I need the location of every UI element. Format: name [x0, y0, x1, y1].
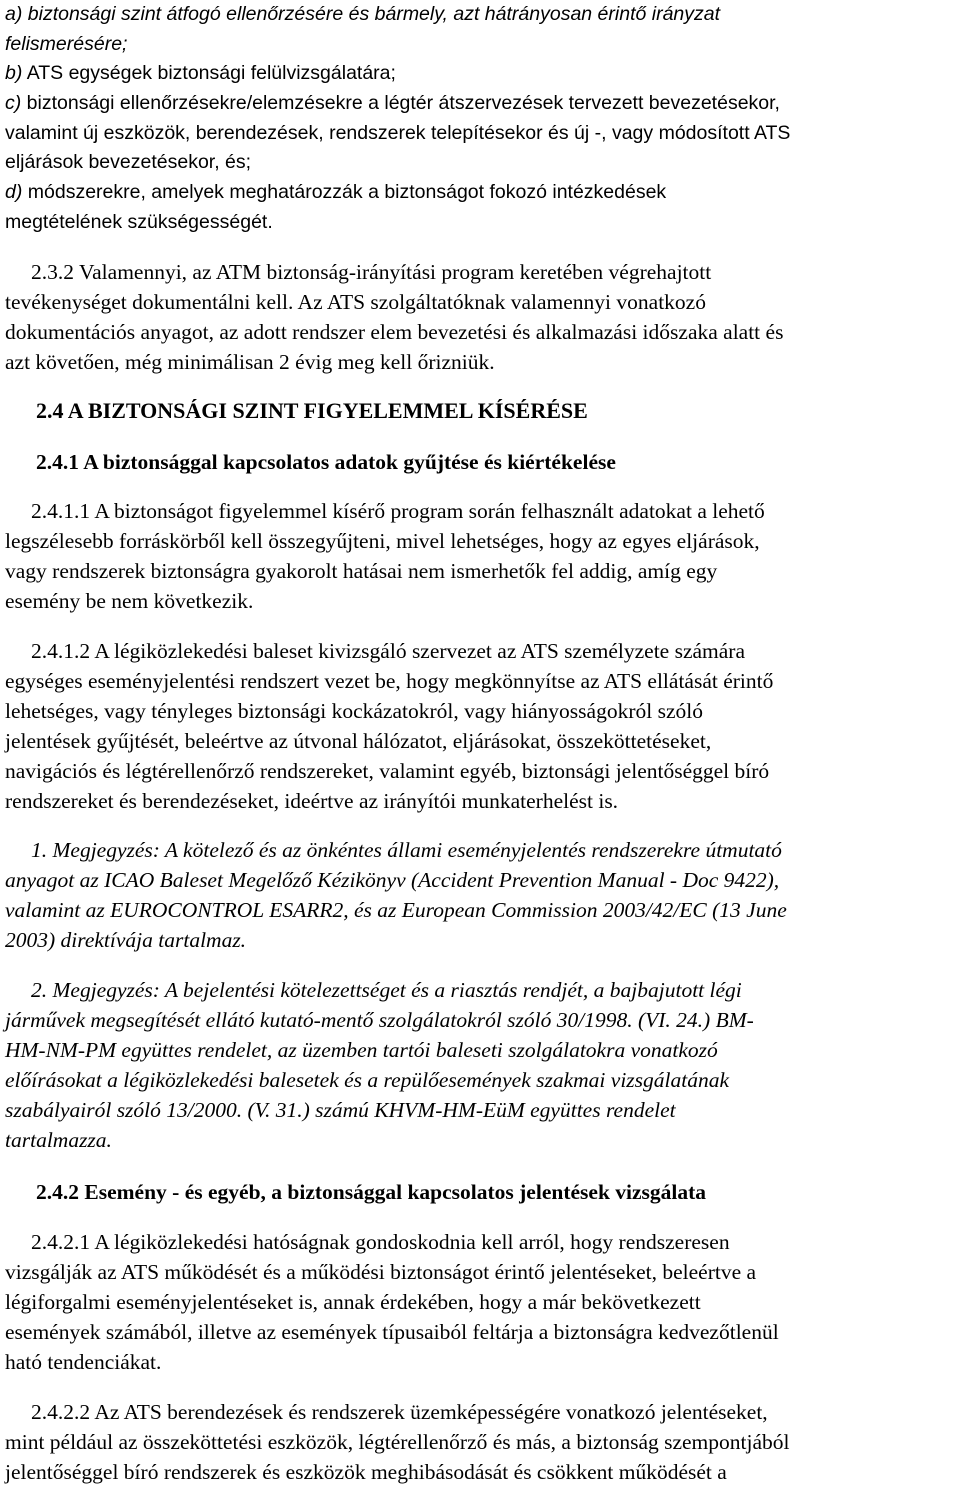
list-item-a [5, 0, 955, 59]
paragraph-line: legszélesebb forráskörből kell összegyűjteni, mivel lehetséges, hogy az egyes eljárások, [5, 529, 760, 553]
list-text-line: biztonsági ellenőrzésekre/elemzésekre a légtér átszervezések tervezett bevezetésekor, [26, 92, 780, 114]
paragraph-line: ható tendenciákat. [5, 1350, 162, 1374]
paragraph-line: jelentések gyűjtését, beleértve az útvonal hálózatot, eljárásokat, összeköttetéseket, [5, 729, 712, 753]
paragraph-2-4-2-1 [5, 1227, 955, 1377]
paragraph-2-4-2-2 [5, 1397, 955, 1487]
paragraph-line: 2.4.1.1 A biztonságot figyelemmel kísérő program során felhasznált adatokat a lehető [31, 499, 765, 523]
list-text-line: módszerekre, amelyek meghatározzák a biztonságot fokozó intézkedések [27, 181, 667, 203]
list-marker: c) [5, 92, 22, 114]
paragraph-line: lehetséges, vagy tényleges biztonsági kockázatokról, vagy hiányosságokról szóló [5, 699, 703, 723]
note-line: HM-NM-PM együttes rendelet, az üzemben tartói baleseti szolgálatokra vonatkozó [5, 1038, 718, 1062]
list-marker: d) [5, 181, 23, 203]
paragraph-line: tevékenységet dokumentálni kell. Az ATS szolgáltatóknak valamennyi vonatkozó [5, 290, 706, 314]
paragraph-line: légiforgalmi eseményjelentéseket is, annak érdekében, hogy a már bekövetkezett [5, 1290, 701, 1314]
list-text-line: biztonsági szint átfogó ellenőrzésére és bármely, azt hátrányosan érintő irányzat [27, 3, 721, 25]
paragraph-line: esemény be nem következik. [5, 589, 254, 613]
list-text-line: megtételének szükségességét. [5, 210, 273, 233]
note-line: 1. Megjegyzés: A kötelező és az önkéntes állami eseményjelentés rendszerekre útmutató [31, 838, 782, 862]
section-heading-2-4-2: 2.4.2 Esemény - és egyéb, a biztonsággal kapcsolatos jelentések vizsgálata [36, 1180, 707, 1204]
list-marker: a) [5, 3, 23, 25]
paragraph-2-4-1-2 [5, 636, 955, 816]
paragraph-line: események számából, illetve az események típusaiból feltárja a biztonságra kedvezőtlenül [5, 1320, 779, 1344]
paragraph-2-3-2 [5, 257, 955, 377]
note-1 [5, 835, 955, 955]
paragraph-line: 2.4.1.2 A légiközlekedési baleset kivizsgáló szervezet az ATS személyzete számára [31, 639, 746, 663]
paragraph-line: vagy rendszerek biztonságra gyakorolt hatásai nem ismerhetők fel addig, amíg egy [5, 559, 718, 583]
note-line: járművek megsegítését ellátó kutató-mentő szolgálatokról szóló 30/1998. (VI. 24.) BM- [5, 1008, 754, 1032]
paragraph-line: navigációs és légtérellenőrző rendszereket, valamint egyéb, biztonsági jelentőséggel bíró [5, 759, 770, 783]
note-line: 2. Megjegyzés: A bejelentési kötelezettséget és a riasztás rendjét, a bajbajutott légi [31, 978, 742, 1002]
list-text-line: eljárások bevezetésekor, és; [5, 151, 252, 174]
paragraph-line: dokumentációs anyagot, az adott rendszer elem bevezetési és alkalmazási időszaka alatt és [5, 320, 784, 344]
note-line: anyagot az ICAO Baleset Megelőző Kézikönyv (Accident Prevention Manual - Doc 9422), [5, 868, 780, 892]
note-line: valamint az EUROCONTROL ESARR2, és az European Commission 2003/42/EC (13 June [5, 898, 787, 922]
paragraph-line: egységes eseményjelentési rendszert vezet be, hogy megkönnyítse az ATS ellátását érintő [5, 669, 774, 693]
note-line: szabályairól szóló 13/2000. (V. 31.) számú KHVM-HM-EüM együttes rendelet [5, 1098, 676, 1122]
paragraph-line: 2.4.2.2 Az ATS berendezések és rendszerek üzemképességére vonatkozó jelentéseket, [31, 1400, 768, 1424]
list-marker: b) [5, 62, 23, 84]
list-text-line: valamint új eszközök, berendezések, rendszerek telepítésekor és új -, vagy módosított ATS [5, 121, 791, 144]
note-line: tartalmazza. [5, 1128, 112, 1152]
paragraph-line: jelentőséggel bíró rendszerek és eszközök meghibásodását és csökkent működését a [5, 1460, 727, 1484]
paragraph-line: azt követően, még minimálisan 2 évig meg kell őrizniük. [5, 350, 495, 374]
list-text-line: ATS egységek biztonsági felülvizsgálatára; [26, 62, 396, 84]
section-heading-2-4: 2.4 A BIZTONSÁGI SZINT FIGYELEMMEL KÍSÉRÉSE [36, 398, 588, 423]
list-text-line: felismerésére; [5, 32, 128, 55]
paragraph-line: mint például az összeköttetési eszközök, légtérellenőrző és más, a biztonság szempontjából [5, 1430, 790, 1454]
note-2 [5, 975, 955, 1155]
paragraph-line: 2.4.2.1 A légiközlekedési hatóságnak gondoskodnia kell arról, hogy rendszeresen [31, 1230, 730, 1254]
paragraph-line: rendszereket és berendezéseket, ideértve az irányítói munkaterhelést is. [5, 789, 619, 813]
paragraph-line: vizsgálják az ATS működését és a működési biztonságot érintő jelentéseket, beleértve a [5, 1260, 757, 1284]
note-line: előírásokat a légiközlekedési balesetek és a repülőesemények szakmai vizsgálatának [5, 1068, 730, 1092]
note-line: 2003) direktívája tartalmaz. [5, 928, 247, 952]
paragraph-line: 2.3.2 Valamennyi, az ATM biztonság-irányítási program keretében végrehajtott [31, 260, 712, 284]
section-heading-2-4-1: 2.4.1 A biztonsággal kapcsolatos adatok gyűjtése és kiértékelése [36, 450, 616, 474]
list-item-c [5, 89, 955, 178]
list-item-b [5, 59, 955, 89]
paragraph-2-4-1-1 [5, 496, 955, 616]
list-item-d [5, 178, 955, 237]
